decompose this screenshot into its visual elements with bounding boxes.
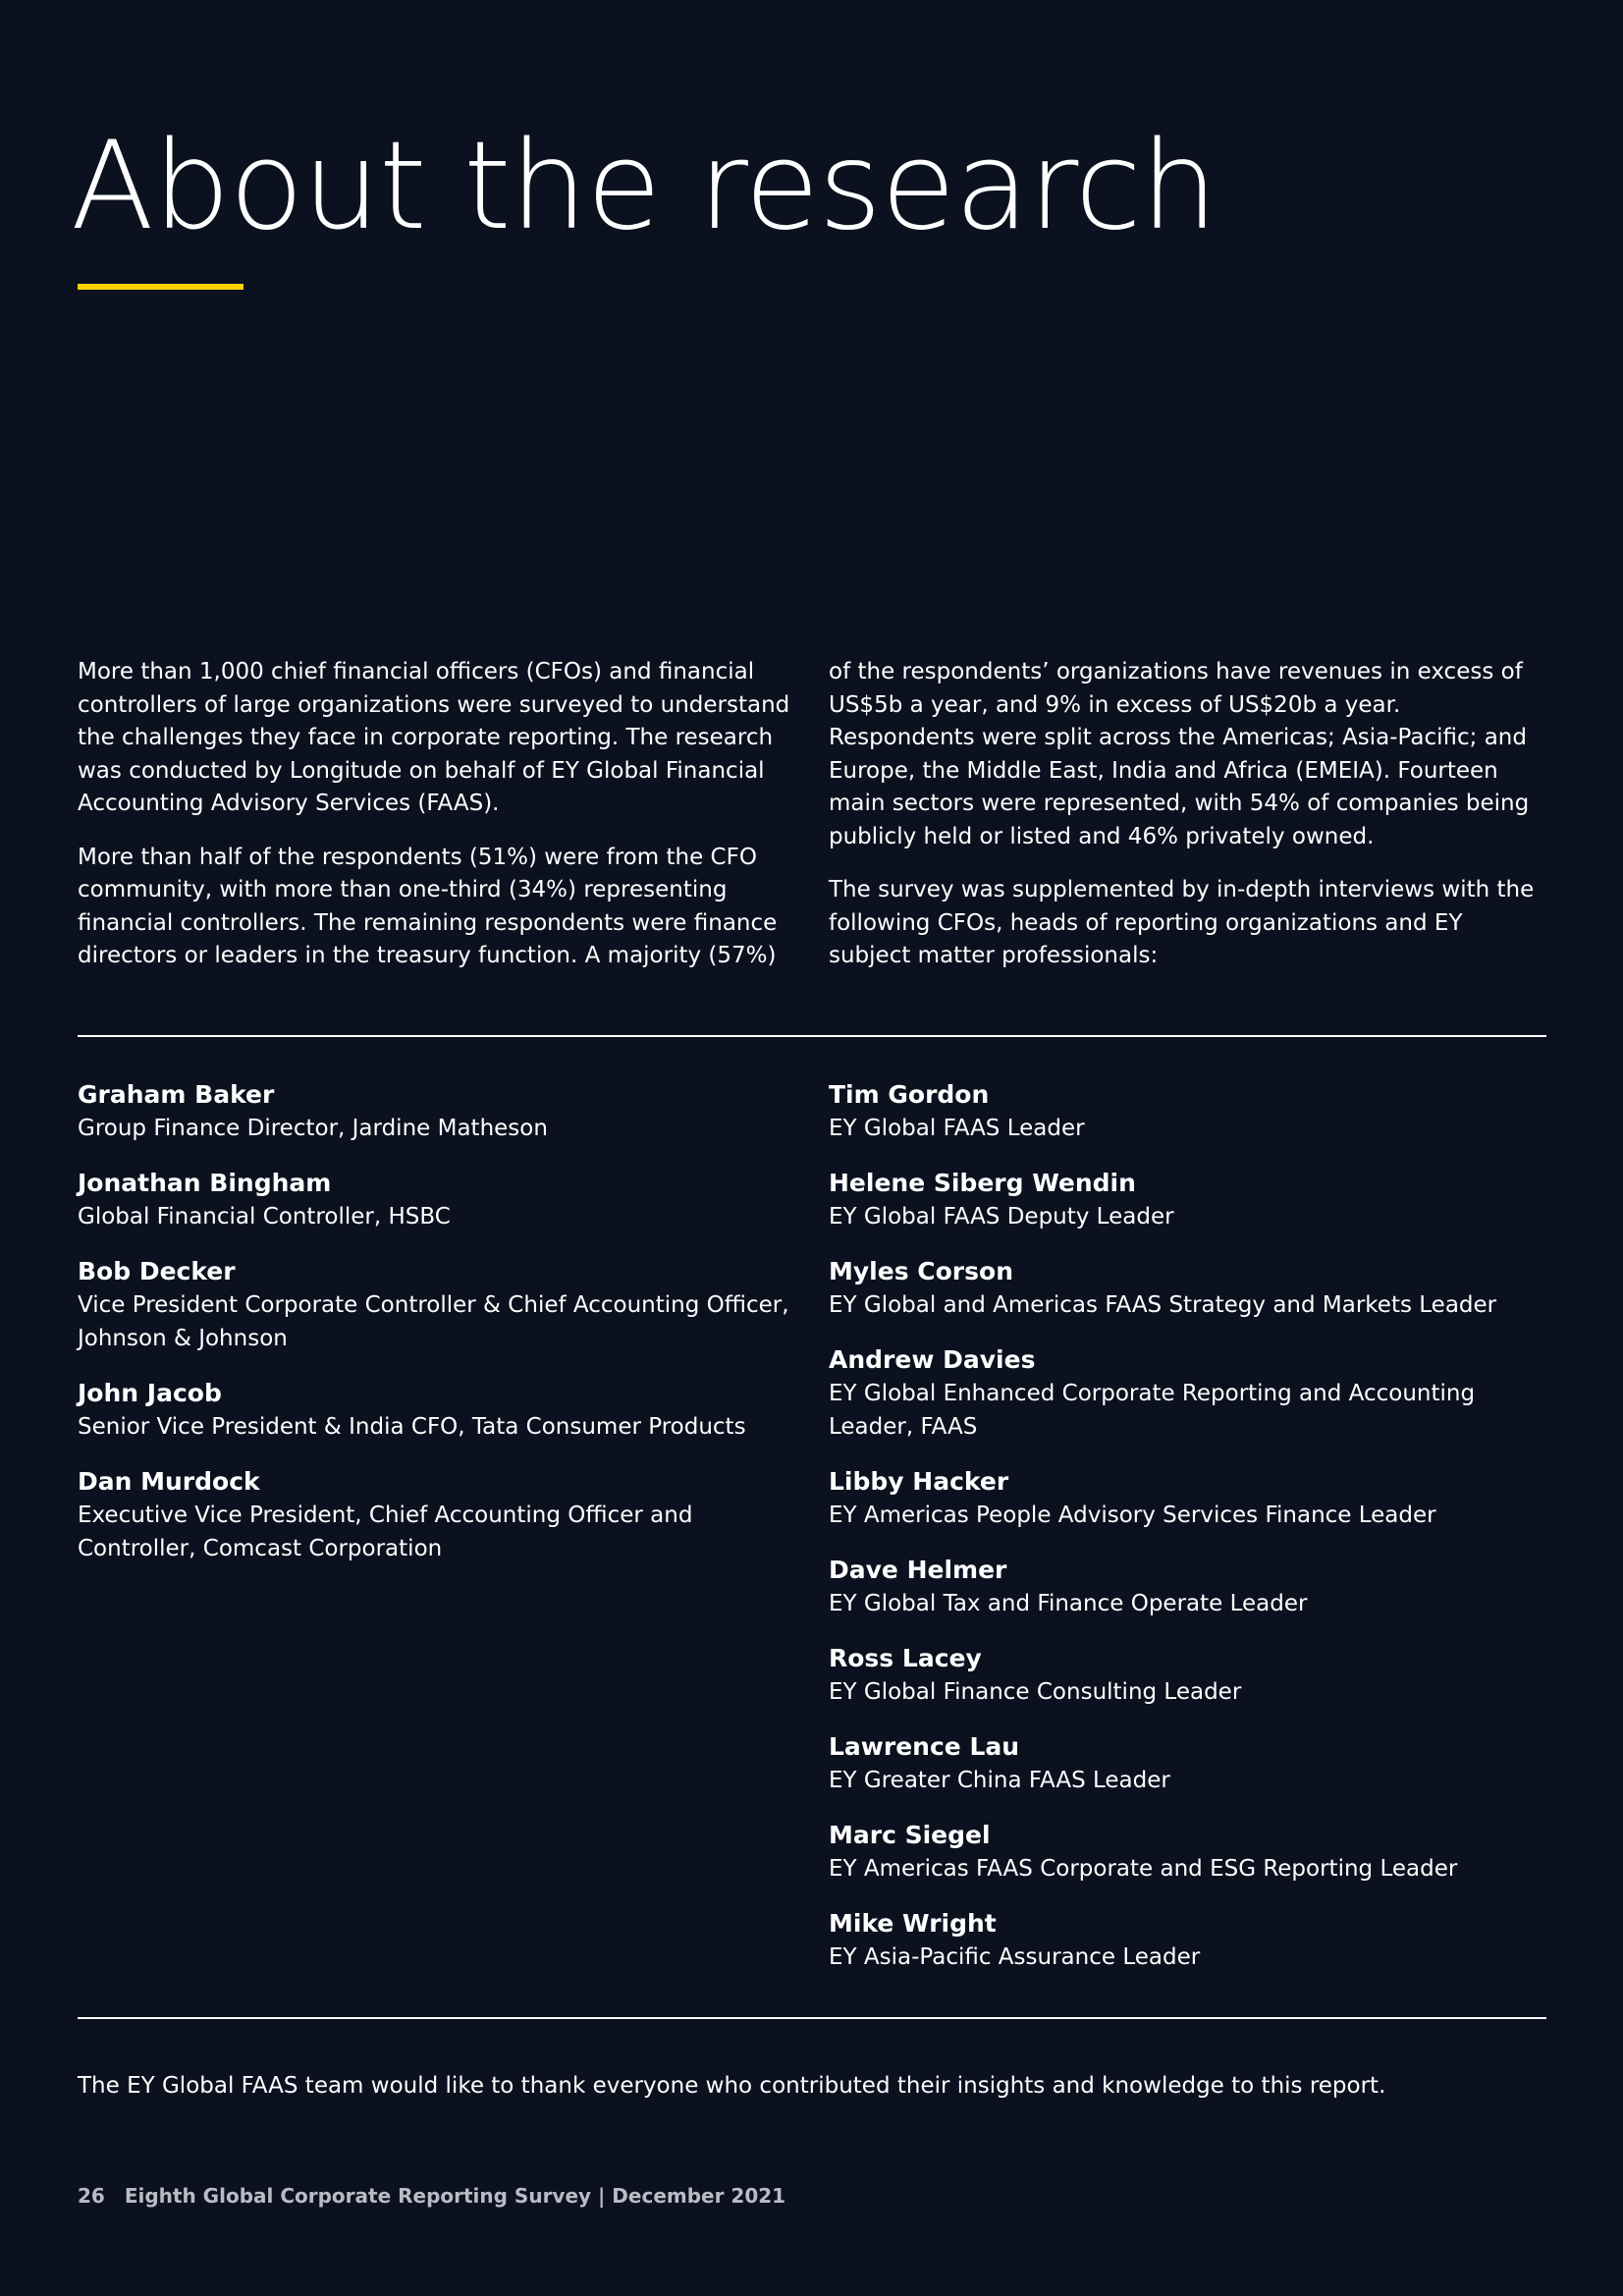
interviewee-name: Libby Hacker (829, 1467, 1009, 1496)
interviewee (78, 1078, 804, 1145)
interviewee (829, 1642, 1555, 1709)
interviewee-name: Graham Baker (78, 1080, 275, 1109)
interviewee-list-right (829, 1078, 1555, 1995)
acknowledgement-text: The EY Global FAAS team would like to thank everyone who contributed their insights and knowledge to this report. (78, 2073, 1386, 2099)
page-footer (78, 2184, 785, 2208)
intro-column-left (78, 656, 792, 994)
interviewee-name: Bob Decker (78, 1257, 236, 1285)
interviewee-role: EY Americas People Advisory Services Finance Leader (829, 1503, 1436, 1528)
publication-title: Eighth Global Corporate Reporting Survey | December 2021 (124, 2184, 786, 2208)
interviewee-name: Ross Lacey (829, 1644, 982, 1672)
interviewee (78, 1465, 804, 1565)
interviewee (78, 1167, 804, 1233)
interviewee-name: Dan Murdock (78, 1467, 260, 1496)
page-number: 26 (78, 2184, 105, 2208)
interviewee-name: Helene Siberg Wendin (829, 1169, 1136, 1197)
interviewee-name: Lawrence Lau (829, 1732, 1020, 1761)
page-title: About the research (71, 116, 1217, 257)
interviewee-name: Jonathan Bingham (78, 1169, 332, 1197)
interviewee (829, 1730, 1555, 1797)
interviewee-role: Group Finance Director, Jardine Matheson (78, 1116, 548, 1141)
interviewee (829, 1167, 1555, 1233)
intro-paragraph: The survey was supplemented by in-depth interviews with the following CFOs, heads of reporting organizations and EY subject matter professionals: (829, 877, 1535, 968)
interviewee-role: EY Greater China FAAS Leader (829, 1768, 1170, 1793)
interviewee (829, 1078, 1555, 1145)
intro-column-right (829, 656, 1543, 994)
interviewee (829, 1819, 1555, 1886)
interviewee (829, 1255, 1555, 1322)
interviewee (829, 1554, 1555, 1620)
interviewee-role: EY Global and Americas FAAS Strategy and Markets Leader (829, 1292, 1497, 1318)
interviewee-name: Dave Helmer (829, 1556, 1007, 1584)
interviewee (829, 1465, 1555, 1532)
interviewee-name: Mike Wright (829, 1909, 997, 1938)
intro-paragraph: of the respondents’ organizations have revenues in excess of US$5b a year, and 9% in excess of US$20b a year. Respondents were split across the Americas; Asia-Pacific; and Europe, the Middle East, India and Africa (EMEIA). Fourteen main sectors were represented, with 54% of companies being publicly held or listed and 46% privately owned. (829, 659, 1530, 849)
interviewee-name: Andrew Davies (829, 1345, 1036, 1374)
interviewee-role: EY Asia-Pacific Assurance Leader (829, 1944, 1201, 1970)
interviewee-name: Myles Corson (829, 1257, 1013, 1285)
interviewee-role: EY Global FAAS Leader (829, 1116, 1085, 1141)
section-divider-bottom (78, 2017, 1546, 2019)
interviewee (829, 1343, 1555, 1444)
interviewee-role: EY Global FAAS Deputy Leader (829, 1204, 1174, 1230)
interviewee-name: Tim Gordon (829, 1080, 990, 1109)
intro-paragraph: More than half of the respondents (51%) were from the CFO community, with more than one-third (34%) representing financial controllers. The remaining respondents were finance directors or leaders in the treasury function. A majority (57%) (78, 844, 778, 968)
interviewee-role: EY Global Finance Consulting Leader (829, 1679, 1242, 1705)
interviewee-role: Global Financial Controller, HSBC (78, 1204, 451, 1230)
title-underline (78, 284, 243, 290)
intro-paragraph: More than 1,000 chief financial officers (CFOs) and financial controllers of large organizations were surveyed to understand the challenges they face in corporate reporting. The research was conducted by Longitude on behalf of EY Global Financial Accounting Advisory Services (FAAS). (78, 659, 790, 816)
interviewee (78, 1377, 804, 1444)
interviewee-role: Vice President Corporate Controller & Chief Accounting Officer, Johnson & Johnson (78, 1292, 789, 1351)
interviewee (829, 1907, 1555, 1974)
interviewee (78, 1255, 804, 1355)
interviewee-name: Marc Siegel (829, 1821, 991, 1849)
interviewee-list-left (78, 1078, 804, 1587)
interviewee-role: EY Global Enhanced Corporate Reporting and Accounting Leader, FAAS (829, 1381, 1476, 1440)
section-divider-top (78, 1035, 1546, 1037)
interviewee-role: Executive Vice President, Chief Accounting Officer and Controller, Comcast Corporation (78, 1503, 693, 1561)
interviewee-name: John Jacob (78, 1379, 222, 1407)
interviewee-role: Senior Vice President & India CFO, Tata Consumer Products (78, 1414, 746, 1440)
interviewee-role: EY Global Tax and Finance Operate Leader (829, 1591, 1308, 1616)
interviewee-role: EY Americas FAAS Corporate and ESG Reporting Leader (829, 1856, 1458, 1882)
